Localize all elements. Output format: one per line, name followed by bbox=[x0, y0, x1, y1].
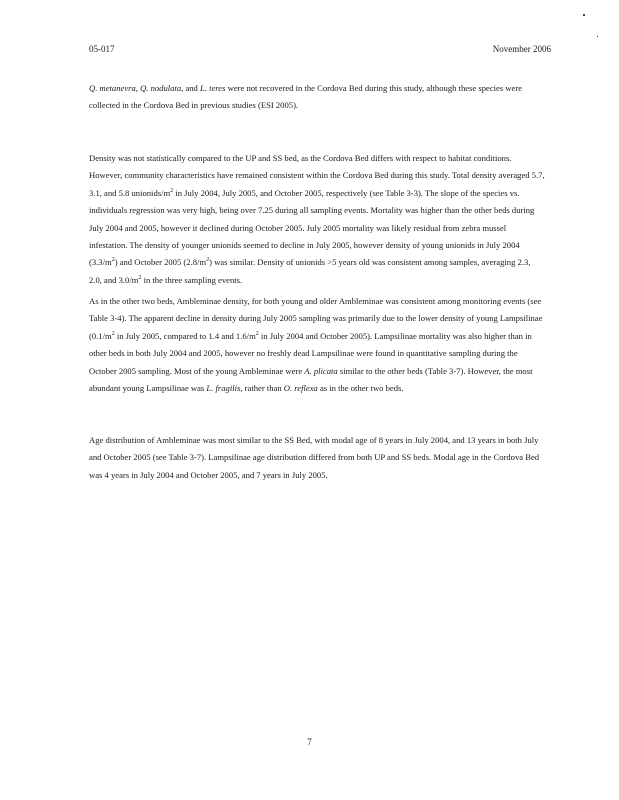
page-number: 7 bbox=[307, 737, 312, 747]
paragraph-1 bbox=[89, 80, 545, 115]
superscript: 2 bbox=[138, 274, 142, 281]
species-name: Q. nodulata bbox=[140, 83, 182, 93]
header-document-id: 05-017 bbox=[89, 44, 115, 54]
superscript: 2 bbox=[111, 330, 115, 337]
text-run: in July 2005, compared to 1.4 and 1.6/m bbox=[114, 330, 256, 341]
text-run: in July 2004, July 2005, and October 2005, respectively (see Table 3-3). The slope of the species vs. individuals regression was very high, being over 7.25 during all sampling events. Mortality was higher than the other beds during July 2004 and 2005, however it declined during October 2005. July 2005 mortality was likely residual from zebra mussel infestation. The density of younger unionids seemed to decline in July 2005, however density of young unionids in July 2004 (3.3/m bbox=[89, 187, 535, 268]
species-name: Q. metanevra bbox=[89, 83, 136, 93]
header-date: November 2006 bbox=[492, 44, 551, 54]
text-run: , rather than bbox=[240, 383, 284, 394]
paragraph-3 bbox=[89, 293, 545, 397]
species-name: L. teres bbox=[200, 83, 226, 93]
text-run: in July 2004 and October 2005). Lampsilinae mortality was also higher than in other beds in both July 2004 and 2005, however no freshly dead Lampsilinae were found in quantitative sampling during the October 2005 sampling. Most of the young Ambleminae were bbox=[89, 330, 532, 376]
superscript: 2 bbox=[170, 187, 174, 194]
species-name: A. plicata bbox=[304, 365, 338, 376]
text-run: ) was similar. Density of unionids >5 years old was consistent among samples, averaging 2.3, 2.0, and 3.0/m bbox=[89, 257, 531, 285]
superscript: 2 bbox=[255, 330, 259, 337]
text-run: Age distribution of Ambleminae was most similar to the SS Bed, with modal age of 8 years in July 2004, and 13 years in both July and October 2005 (see Table 3-7). Lampsilinae age distribution differed from both UP and SS beds. Modal age in the Cordova Bed was 4 years in July 2004 and October 2005, and 7 years in July 2005. bbox=[89, 435, 540, 480]
scan-speck bbox=[583, 14, 585, 16]
species-name: O. reflexa bbox=[283, 383, 318, 394]
species-name: L. fragilis bbox=[206, 383, 241, 394]
paragraph-2 bbox=[89, 150, 545, 289]
text-run: , and bbox=[181, 83, 200, 93]
paragraph-4 bbox=[89, 432, 545, 484]
superscript: 2 bbox=[206, 257, 210, 264]
text-run: Density was not statistically compared to the UP and SS bed, as the Cordova Bed differs with respect to habitat conditions. However, community characteristics have remained consistent within the Cordova Bed during this study. Total density averaged 5.7, 3.1, and 5.8 unionids/m bbox=[89, 153, 545, 198]
text-run: ) and October 2005 (2.8/m bbox=[114, 257, 207, 268]
superscript: 2 bbox=[111, 257, 115, 264]
text-run: as in the other two beds. bbox=[317, 383, 404, 394]
text-run: As in the other two beds, Ambleminae density, for both young and older Ambleminae was consistent among monitoring events (see Table 3-4). The apparent decline in density during July 2005 sampling was primarily due to the lower density of young Lampsilinae (0.1/m bbox=[89, 296, 543, 341]
text-run: were not recovered in the Cordova Bed during this study, although these species were collected in the Cordova Bed in previous studies (ESI 2005). bbox=[89, 83, 523, 111]
scan-speck bbox=[597, 36, 598, 37]
text-run: in the three sampling events. bbox=[141, 274, 243, 285]
text-run: similar to the other beds (Table 3-7). However, the most abundant young Lampsilinae was bbox=[89, 365, 533, 394]
text-run: , bbox=[135, 83, 141, 93]
